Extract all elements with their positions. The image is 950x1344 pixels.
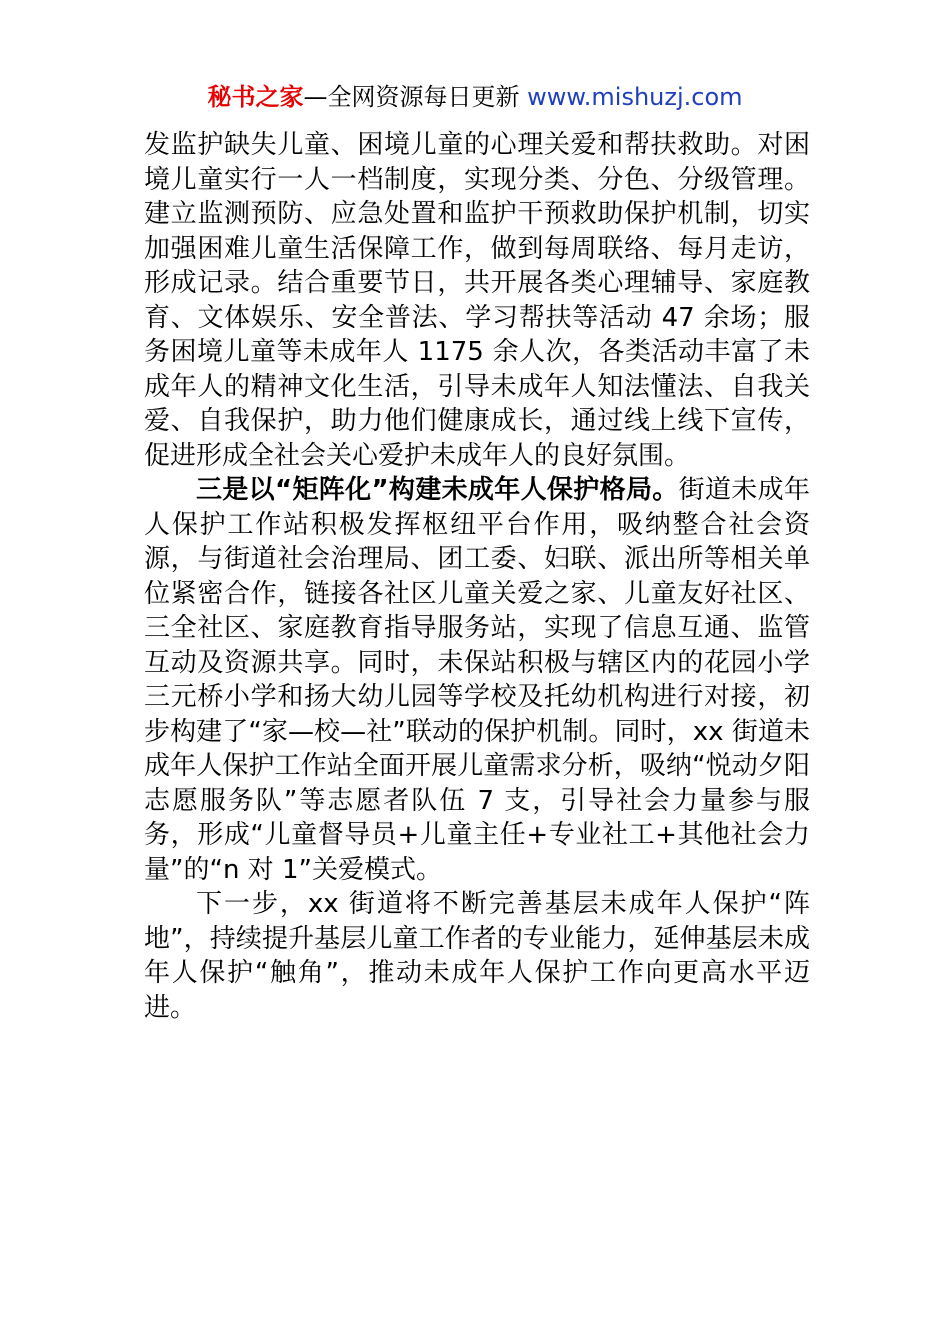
paragraph-2-text: 街道未成年人保护工作站积极发挥枢纽平台作用，吸纳整合社会资源，与街道社会治理局、团工委、妇联、派出所等相关单位紧密合作，链接各社区儿童关爱之家、儿童友好社区、三全社区、家庭教育指导服务站，实现了信息互通、监管互动及资源共享。同时，未保站积极与辖区内的花园小学三元桥小学和扬大幼儿园等学校及托幼机构进行对接，初步构建了“家—校—社”联动的保护机制。同时，xx 街道未成年人保护工作站全面开展儿童需求分析，吸纳“悦动夕阳志愿服务队”等志愿者队伍 7 支，引导社会力量参与服务，形成“儿童督导员+儿童主任+专业社工+其他社会力量”的“n 对 1”关爱模式。 [144,475,810,885]
paragraph-3 [144,887,810,1025]
paragraph-1 [144,128,810,473]
paragraph-2-lead: 三是以“矩阵化”构建未成年人保护格局。 [196,475,679,505]
paragraph-2 [144,473,810,887]
site-brand: 秘书之家 [207,83,304,111]
document-body [144,128,810,1025]
paragraph-1-text: 发监护缺失儿童、困境儿童的心理关爱和帮扶救助。对困境儿童实行一人一档制度，实现分类、分色、分级管理。建立监测预防、应急处置和监护干预救助保护机制，切实加强困难儿童生活保障工作，做到每周联络、每月走访，形成记录。结合重要节日，共开展各类心理辅导、家庭教育、文体娱乐、安全普法、学习帮扶等活动 47 余场；服务困境儿童等未成年人 1175 余人次，各类活动丰富了未成年人的精神文化生活，引导未成年人知法懂法、自我关爱、自我保护，助力他们健康成长，通过线上线下宣传，促进形成全社会关心爱护未成年人的良好氛围。 [144,130,810,471]
site-tagline: —全网资源每日更新 [303,83,528,111]
site-url-link[interactable]: www.mishuzj.com [527,83,743,111]
paragraph-3-text: 下一步，xx 街道将不断完善基层未成年人保护“阵地”，持续提升基层儿童工作者的专业能力，延伸基层未成年人保护“触角”，推动未成年人保护工作向更高水平迈进。 [144,889,810,1023]
site-header [0,80,950,114]
